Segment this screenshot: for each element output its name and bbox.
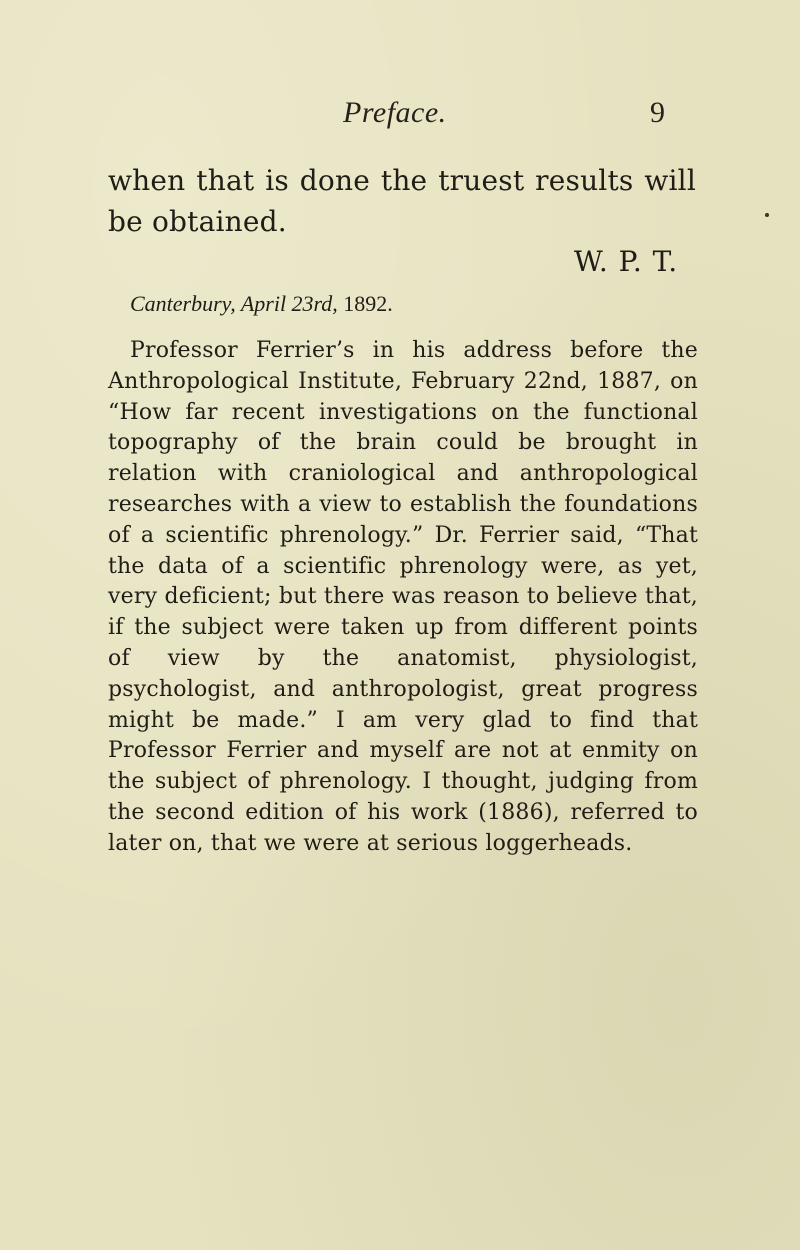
paper-speck <box>765 213 769 217</box>
body-paragraph-text: Professor Ferrier’s in his address before the Anthropological Institute, February 22nd, 1887, on “How far recent investigations on the functional topography of the brain could be brought in relation with craniological and anthropological researches with a view to establish the foundations of a scientific phrenology.” Dr. Ferrier said, “That the data of a scientific phrenology were, as yet, very deficient; but there was reason to believe that, if the subject were taken up from different points of view by the anatomist, physiologist, psychologist, and anthropologist, great progress might be made.” I am very glad to find that Professor Ferrier and myself are not at enmity on the subject of phrenology. I thought, judging from the second edition of his work (1886), referred to later on, that we were at serious loggerheads. <box>108 338 698 856</box>
running-title: Preface. <box>343 96 447 129</box>
signature-initials: W. P. T. <box>574 245 679 278</box>
page-number: 9 <box>650 96 665 129</box>
lead-paragraph: when that is done the truest results will be obtained. <box>108 164 696 238</box>
dateline-place-date: Canterbury, April 23rd, <box>130 291 338 316</box>
dateline <box>130 291 393 317</box>
body-paragraph <box>108 336 698 860</box>
dateline-year: 1892. <box>343 291 393 316</box>
